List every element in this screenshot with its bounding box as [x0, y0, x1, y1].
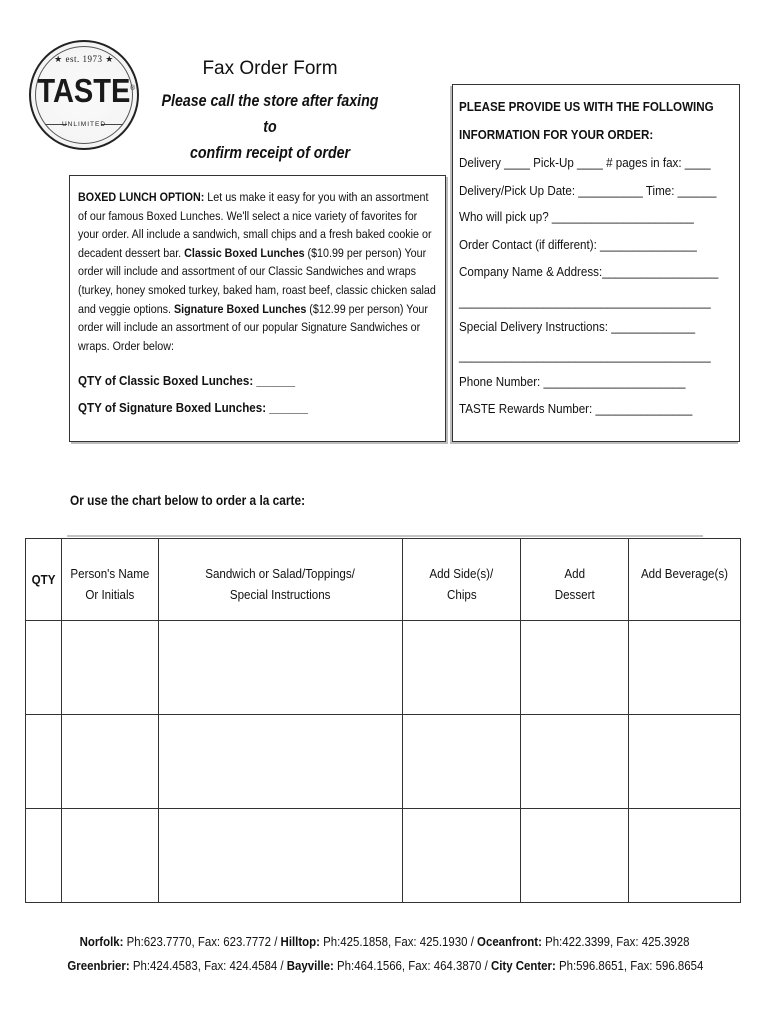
- table-header-row: [26, 539, 741, 621]
- info-heading-2: INFORMATION FOR YOUR ORDER:: [459, 127, 654, 142]
- location-contact: Ph:424.4583, Fax: 424.4584: [129, 958, 277, 973]
- classic-boxed-text: ($10.99 per person) Your order will include and assortment of our Classic Sandwiches and wraps (turkey, honey smoked turkey, baked ham, roast beef, classic chicken salad and veggie options.: [78, 245, 436, 316]
- table-shadow-rule: [67, 535, 703, 537]
- footer-separator: /: [276, 958, 287, 973]
- table-row: [26, 715, 741, 809]
- col-header-sides: [403, 539, 521, 621]
- table-cell-qty[interactable]: [26, 621, 62, 715]
- table-cell-person[interactable]: [62, 809, 159, 903]
- col-header-dessert: [521, 539, 629, 621]
- table-cell-person[interactable]: [62, 715, 159, 809]
- table-cell-beverage[interactable]: [629, 621, 741, 715]
- boxed-lunch-intro: Let us make it easy for you with an assortment of our famous Boxed Lunches. We'll select a nice variety of favorites for your order. All include a sandwich, small chips and a fresh baked cookie or decadent dessert bar.: [78, 190, 432, 260]
- phone-number-field[interactable]: Phone Number: ______________________: [459, 374, 686, 389]
- table-cell-dessert[interactable]: [521, 621, 629, 715]
- col-header-qty: [26, 539, 62, 621]
- classic-boxed-label: Classic Boxed Lunches: [184, 245, 305, 260]
- col-header-person: [62, 539, 159, 621]
- table-cell-sides[interactable]: [403, 715, 521, 809]
- special-delivery-field[interactable]: Special Delivery Instructions: _____________: [459, 319, 696, 334]
- logo-star-icon: ★: [102, 54, 114, 64]
- table-cell-qty[interactable]: [26, 715, 62, 809]
- special-delivery-line-2[interactable]: _______________________________________: [459, 348, 711, 363]
- logo-star-icon: ★: [54, 54, 66, 64]
- col-header-person-line-2: Or Initials: [85, 587, 135, 602]
- logo-subtitle: UNLIMITED: [61, 121, 107, 128]
- alacarte-prompt: Or use the chart below to order a la carte:: [70, 493, 306, 508]
- location-name: Greenbrier:: [66, 958, 130, 973]
- col-header-person-line-1: Person's Name: [70, 566, 150, 581]
- subtitle-line-2: confirm receipt of order: [189, 144, 351, 162]
- logo-est-text: [31, 54, 137, 65]
- table-cell-dessert[interactable]: [521, 715, 629, 809]
- page-title: Fax Order Form: [202, 58, 338, 79]
- table-cell-sandwich[interactable]: [159, 715, 403, 809]
- signature-boxed-text: ($12.99 per person) Your order will include an assortment of our popular Signature Sandwiches or wraps. Order below:: [78, 301, 428, 353]
- col-header-sandwich-line-2: Special Instructions: [230, 587, 331, 602]
- subtitle-line-1: Please call the store after faxing to: [161, 92, 379, 136]
- location-contact: Ph:425.1858, Fax: 425.1930: [320, 934, 468, 949]
- location-contact: Ph:422.3399, Fax: 425.3928: [542, 934, 690, 949]
- location-name: Bayville:: [286, 958, 334, 973]
- company-address-field[interactable]: Company Name & Address:__________________: [459, 264, 719, 279]
- table-row: [26, 809, 741, 903]
- who-picks-up-field[interactable]: Who will pick up? ______________________: [459, 209, 694, 224]
- logo-registered-mark: ®: [130, 85, 135, 92]
- col-header-sides-line-2: Chips: [446, 587, 477, 602]
- footer-line-1: [0, 934, 770, 949]
- location-contact: Ph:464.1566, Fax: 464.3870: [333, 958, 482, 973]
- footer-separator: /: [467, 934, 478, 949]
- col-header-sandwich-line-1: Sandwich or Salad/Toppings/: [205, 566, 356, 581]
- page-subtitle: [158, 88, 382, 166]
- logo-est-label: est. 1973: [65, 54, 103, 64]
- qty-signature-field[interactable]: QTY of Signature Boxed Lunches: ______: [78, 400, 309, 415]
- location-name: Hilltop:: [281, 934, 321, 949]
- location-name: Oceanfront:: [477, 934, 543, 949]
- table-cell-sandwich[interactable]: [159, 809, 403, 903]
- table-row: [26, 621, 741, 715]
- boxed-lunch-description: [78, 188, 439, 355]
- col-header-sandwich: [159, 539, 403, 621]
- order-contact-field[interactable]: Order Contact (if different): _______________: [459, 237, 697, 252]
- footer-line-2: [0, 958, 770, 973]
- table-cell-qty[interactable]: [26, 809, 62, 903]
- location-name: Norfolk:: [80, 934, 124, 949]
- location-contact: Ph:623.7770, Fax: 623.7772: [123, 934, 272, 949]
- table-cell-sandwich[interactable]: [159, 621, 403, 715]
- table-cell-dessert[interactable]: [521, 809, 629, 903]
- col-header-dessert-line-1: Add: [564, 566, 585, 581]
- col-header-beverage: [629, 539, 741, 621]
- table-cell-sides[interactable]: [403, 809, 521, 903]
- delivery-pickup-field[interactable]: Delivery ____ Pick-Up ____ # pages in fax: ____: [459, 155, 711, 170]
- footer-separator: /: [481, 958, 491, 973]
- col-header-qty-label: QTY: [31, 572, 56, 587]
- col-header-sides-line-1: Add Side(s)/: [429, 566, 494, 581]
- info-heading-1: PLEASE PROVIDE US WITH THE FOLLOWING: [459, 99, 714, 114]
- table-cell-beverage[interactable]: [629, 715, 741, 809]
- order-table: [25, 538, 741, 903]
- table-cell-beverage[interactable]: [629, 809, 741, 903]
- signature-boxed-label: Signature Boxed Lunches: [174, 301, 307, 316]
- boxed-lunch-option-label: BOXED LUNCH OPTION:: [78, 190, 205, 204]
- table-cell-sides[interactable]: [403, 621, 521, 715]
- col-header-dessert-line-2: Dessert: [554, 587, 595, 602]
- logo-wordmark: [37, 72, 135, 110]
- taste-logo: [29, 40, 139, 150]
- company-address-line-2[interactable]: _______________________________________: [459, 294, 711, 309]
- table-cell-person[interactable]: [62, 621, 159, 715]
- col-header-beverage-label: Add Beverage(s): [640, 566, 729, 581]
- footer-separator: /: [271, 934, 282, 949]
- date-time-field[interactable]: Delivery/Pick Up Date: __________ Time: ______: [459, 183, 717, 198]
- qty-classic-field[interactable]: QTY of Classic Boxed Lunches: ______: [78, 373, 296, 388]
- logo-wordmark-text: TASTE: [37, 72, 131, 109]
- rewards-number-field[interactable]: TASTE Rewards Number: _______________: [459, 401, 693, 416]
- location-contact: Ph:596.8651, Fax: 596.8654: [555, 958, 703, 973]
- location-name: City Center:: [490, 958, 556, 973]
